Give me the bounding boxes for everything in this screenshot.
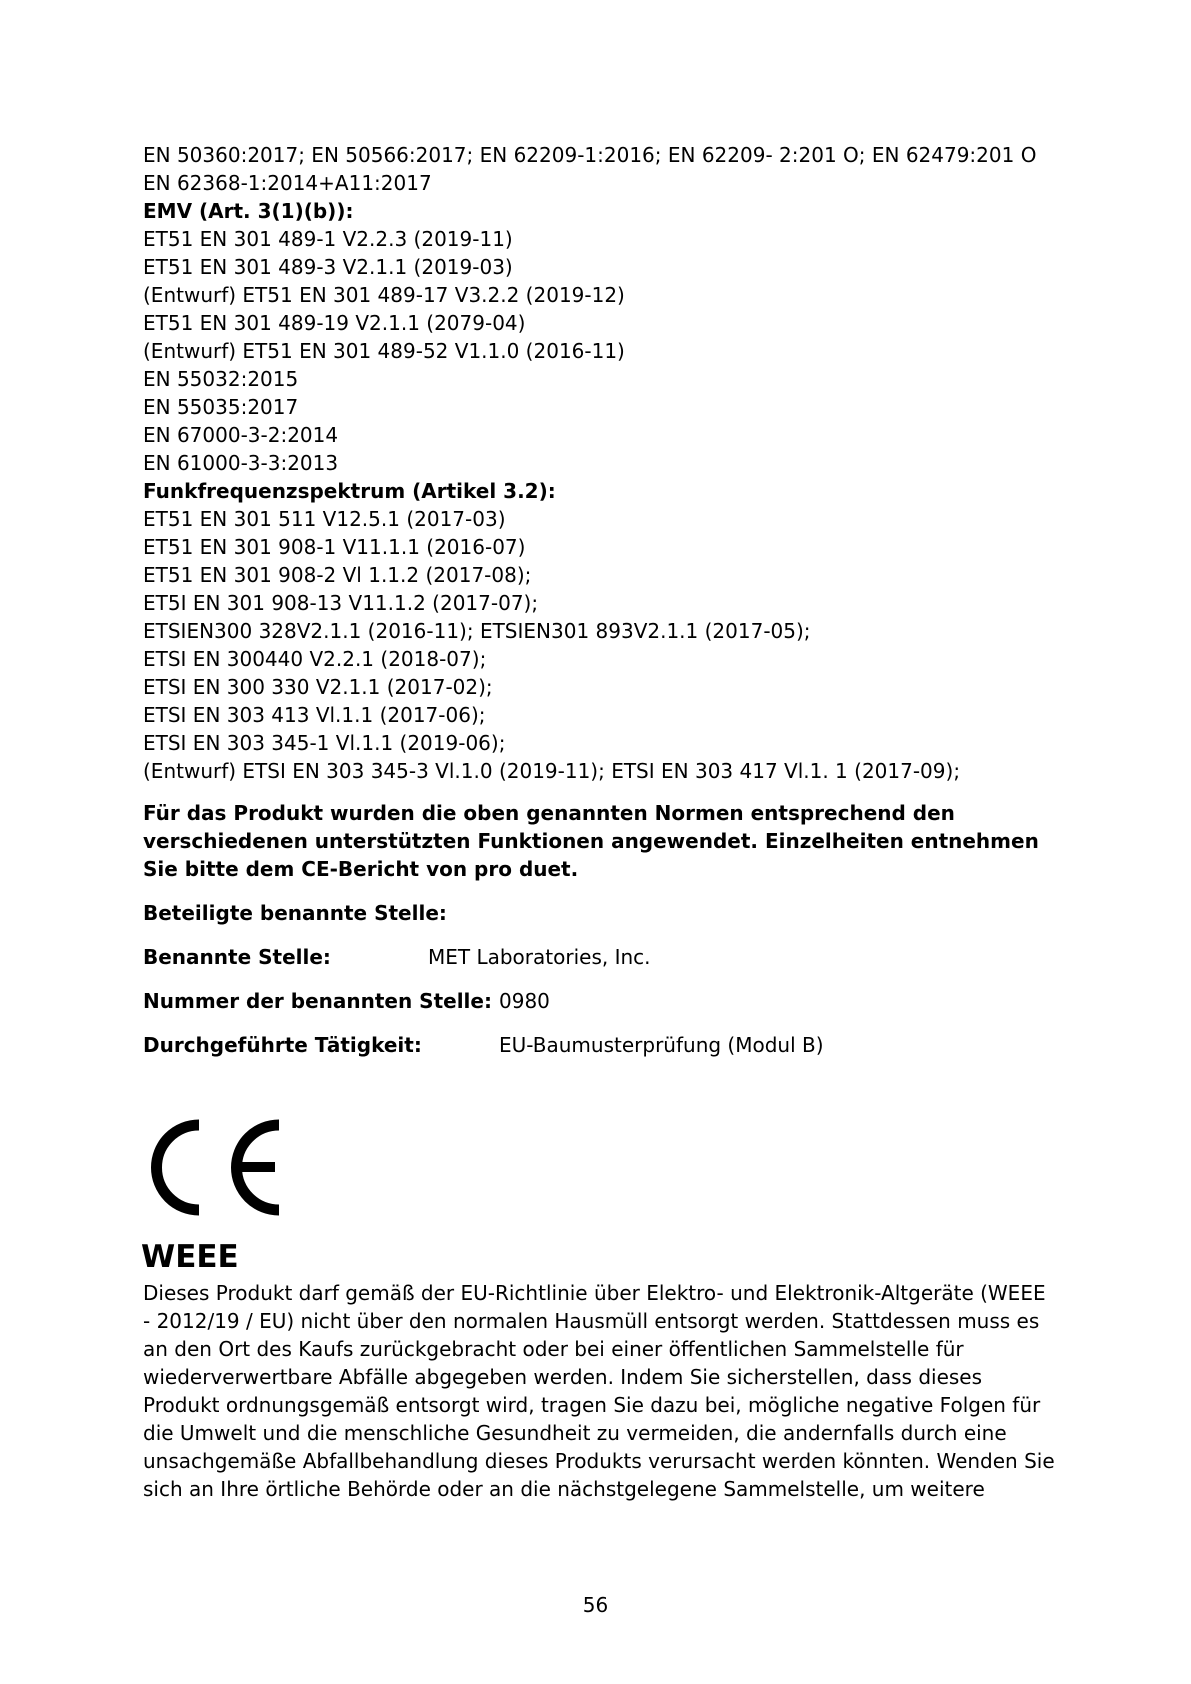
notified-body-row [143, 987, 1063, 1015]
row-value: 0980 [499, 989, 550, 1013]
funk-line: (Entwurf) ETSI EN 303 345-3 Vl.1.0 (2019-11); ETSI EN 303 417 Vl.1. 1 (2017-09); [143, 759, 961, 783]
page-number: 56 [582, 1593, 609, 1617]
emv-line: ET51 EN 301 489-1 V2.2.3 (2019-11) [143, 227, 513, 251]
weee-paragraph [143, 1279, 1063, 1503]
funk-line: ET51 EN 301 908-2 Vl 1.1.2 (2017-08); [143, 563, 532, 587]
funk-line: ET51 EN 301 511 V12.5.1 (2017-03) [143, 507, 506, 531]
standards-note [143, 799, 1063, 883]
funk-line: ETSI EN 303 345-1 Vl.1.1 (2019-06); [143, 731, 506, 755]
row-label: Nummer der benannten Stelle: [143, 989, 492, 1013]
weee-line: die Umwelt und die menschliche Gesundheit zu vermeiden, die andernfalls durch eine [143, 1421, 1007, 1445]
row-value: EU-Baumusterprüfung (Modul B) [499, 1033, 824, 1057]
notified-body-row [143, 943, 1063, 971]
weee-title: WEEE [141, 1239, 239, 1275]
weee-line: an den Ort des Kaufs zurückgebracht oder bei einer öffentlichen Sammelstelle für [143, 1337, 964, 1361]
note-line: Sie bitte dem CE-Bericht von pro duet. [143, 857, 579, 881]
funk-line: ETSI EN 300 330 V2.1.1 (2017-02); [143, 675, 493, 699]
weee-line: wiederverwertbare Abfälle abgegeben werden. Indem Sie sicherstellen, dass dieses [143, 1365, 983, 1389]
emv-heading: EMV (Art. 3(1)(b)): [143, 199, 354, 223]
weee-line: Produkt ordnungsgemäß entsorgt wird, tragen Sie dazu bei, mögliche negative Folgen für [143, 1393, 1041, 1417]
emv-line: (Entwurf) ET51 EN 301 489-17 V3.2.2 (2019-12) [143, 283, 625, 307]
note-line: Für das Produkt wurden die oben genannten Normen entsprechend den [143, 801, 955, 825]
standards-line: EN 50360:2017; EN 50566:2017; EN 62209-1:2016; EN 62209- 2:201 O; EN 62479:201 O [143, 143, 1037, 167]
emv-line: EN 61000-3-3:2013 [143, 451, 339, 475]
standards-line: EN 62368-1:2014+A11:2017 [143, 171, 432, 195]
funk-heading: Funkfrequenzspektrum (Artikel 3.2): [143, 479, 556, 503]
row-label: Durchgeführte Tätigkeit: [143, 1033, 422, 1057]
weee-line: unsachgemäße Abfallbehandlung dieses Produkts verursacht werden könnten. Wenden Sie [143, 1449, 1055, 1473]
weee-line: sich an Ihre örtliche Behörde oder an die nächstgelegene Sammelstelle, um weitere [143, 1477, 985, 1501]
emv-line: ET51 EN 301 489-3 V2.1.1 (2019-03) [143, 255, 513, 279]
funk-line: ET51 EN 301 908-1 V11.1.1 (2016-07) [143, 535, 526, 559]
row-value: MET Laboratories, Inc. [428, 945, 651, 969]
notified-body-heading: Beteiligte benannte Stelle: [143, 901, 447, 925]
funk-line: ETSIEN300 328V2.1.1 (2016-11); ETSIEN301 893V2.1.1 (2017-05); [143, 619, 811, 643]
emv-line: (Entwurf) ET51 EN 301 489-52 V1.1.0 (2016-11) [143, 339, 625, 363]
emv-line: EN 55032:2015 [143, 367, 299, 391]
ce-mark-logo [141, 1117, 283, 1218]
emv-line: ET51 EN 301 489-19 V2.1.1 (2079-04) [143, 311, 526, 335]
content-column [143, 141, 1063, 1059]
note-line: verschiedenen unterstützten Funktionen angewendet. Einzelheiten entnehmen [143, 829, 1039, 853]
notified-body-row [143, 1031, 1063, 1059]
weee-line: - 2012/19 / EU) nicht über den normalen Hausmüll entsorgt werden. Stattdessen muss es [143, 1309, 1040, 1333]
funk-line: ETSI EN 303 413 Vl.1.1 (2017-06); [143, 703, 486, 727]
funk-line: ET5I EN 301 908-13 V11.1.2 (2017-07); [143, 591, 539, 615]
funk-line: ETSI EN 300440 V2.2.1 (2018-07); [143, 647, 487, 671]
emv-line: EN 55035:2017 [143, 395, 299, 419]
weee-line: Dieses Produkt darf gemäß der EU-Richtlinie über Elektro- und Elektronik-Altgeräte (WEEE [143, 1281, 1046, 1305]
row-label: Benannte Stelle: [143, 945, 331, 969]
emv-line: EN 67000-3-2:2014 [143, 423, 339, 447]
